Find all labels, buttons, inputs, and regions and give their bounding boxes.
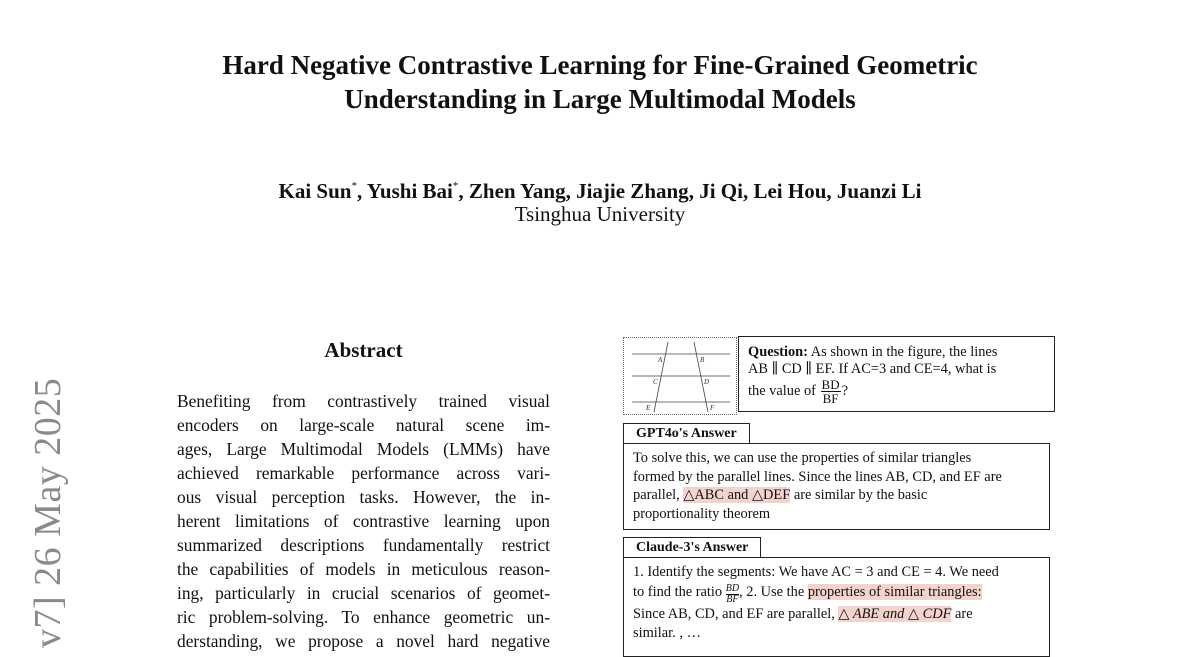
claude3-answer-label: Claude-3's Answer xyxy=(623,537,761,557)
author: Lei Hou xyxy=(753,179,827,203)
affiliation: Tsinghua University xyxy=(514,202,686,226)
abstract-line: ric problem-solving. To enhance geometric un- xyxy=(177,607,550,627)
author: Jiajie Zhang xyxy=(576,179,689,203)
question-label: Question: xyxy=(748,344,808,360)
gpt4o-answer-label: GPT4o's Answer xyxy=(623,423,750,443)
point-label: A xyxy=(658,356,663,364)
point-label: B xyxy=(700,356,705,364)
author: Yushi Bai* xyxy=(366,179,459,203)
answer-line: formed by the parallel lines. Since the lines AB, CD, and EF are xyxy=(633,468,1002,485)
paper-title-line-1: Hard Negative Contrastive Learning for Fine-Grained Geometric xyxy=(222,50,978,80)
answer-line: proportionality theorem xyxy=(633,505,771,522)
author: Kai Sun* xyxy=(278,179,357,203)
paper-title xyxy=(150,48,1050,116)
abstract-line: ous visual perception tasks. However, the in- xyxy=(177,487,550,507)
question-text: As shown in the figure, the lines xyxy=(807,344,998,360)
claude3-answer-box: 1. Identify the segments: We have AC = 3 and CE = 4. We need to find the ratio $\frac{BD}{BF}$ , 2. Use the properties of similar triangles: Since AB, CD, and EF are parallel, △ ABE and △ CDF are similar. , … xyxy=(623,557,1050,657)
question-text: AB ∥ CD ∥ EF. If AC=3 and CE=4, what is xyxy=(748,361,997,377)
abstract-heading: Abstract xyxy=(324,338,403,362)
highlighted-error: properties of similar triangles: xyxy=(807,583,982,600)
highlighted-error: △ABC and △DEF xyxy=(683,487,791,503)
abstract-line: herent limitations of contrastive learning upon xyxy=(177,511,550,531)
abstract-body xyxy=(177,389,550,653)
point-label: E xyxy=(646,404,651,412)
abstract-line: achieved remarkable performance across vari- xyxy=(177,463,550,483)
gpt4o-answer-box: To solve this, we can use the properties of similar triangles formed by the parallel lines. Since the lines AB, CD, and EF are parallel, △ABC and △DEF are similar by the basic proportionality theorem xyxy=(623,443,1050,530)
author-list: Kai Sun*, Yushi Bai*, Zhen Yang, Jiajie Zhang, Ji Qi, Lei Hou, Juanzi Li xyxy=(278,179,922,203)
abstract-line: ing, particularly in crucial scenarios of geomet- xyxy=(177,583,550,603)
abstract-line: derstanding, we propose a novel hard negative xyxy=(177,631,550,651)
answer-line: similar. , … xyxy=(633,625,701,641)
question-text: the value of xyxy=(748,383,820,399)
answer-line: 1. Identify the segments: We have AC = 3 and CE = 4. We need xyxy=(633,564,999,580)
answer-line: To solve this, we can use the properties of similar triangles xyxy=(633,450,972,466)
author: Juanzi Li xyxy=(836,179,922,203)
point-label: D xyxy=(704,378,710,386)
geometry-figure xyxy=(623,337,737,415)
paper-title-line-2: Understanding in Large Multimodal Models xyxy=(344,84,856,114)
parallel-lines-diagram xyxy=(624,338,736,414)
arxiv-stamp: v7] 26 May 2025 xyxy=(27,377,69,648)
abstract-line: Benefiting from contrastively trained visual xyxy=(177,391,550,411)
point-label: F xyxy=(710,404,715,412)
fraction-bd-bf: $\frac{BD}{BF}$ xyxy=(725,582,740,605)
author: Zhen Yang xyxy=(468,179,566,203)
question-box: Question: As shown in the figure, the lines AB ∥ CD ∥ EF. If AC=3 and CE=4, what is the value of $\frac{BD}{BF}$ ? xyxy=(738,336,1055,412)
point-label: C xyxy=(653,378,658,386)
abstract-line: encoders on large-scale natural scene im- xyxy=(177,415,550,435)
abstract-line: summarized descriptions fundamentally restrict xyxy=(177,535,550,555)
highlighted-error: △ ABE and △ CDF xyxy=(838,605,952,622)
abstract-line: ages, Large Multimodal Models (LMMs) have xyxy=(177,439,550,459)
figure-teaser xyxy=(622,336,1062,648)
author: Ji Qi xyxy=(699,179,743,203)
fraction-bd-bf: $\frac{BD}{BF}$ xyxy=(821,377,840,406)
abstract-line: the capabilities of models in meticulous reason- xyxy=(177,559,550,579)
